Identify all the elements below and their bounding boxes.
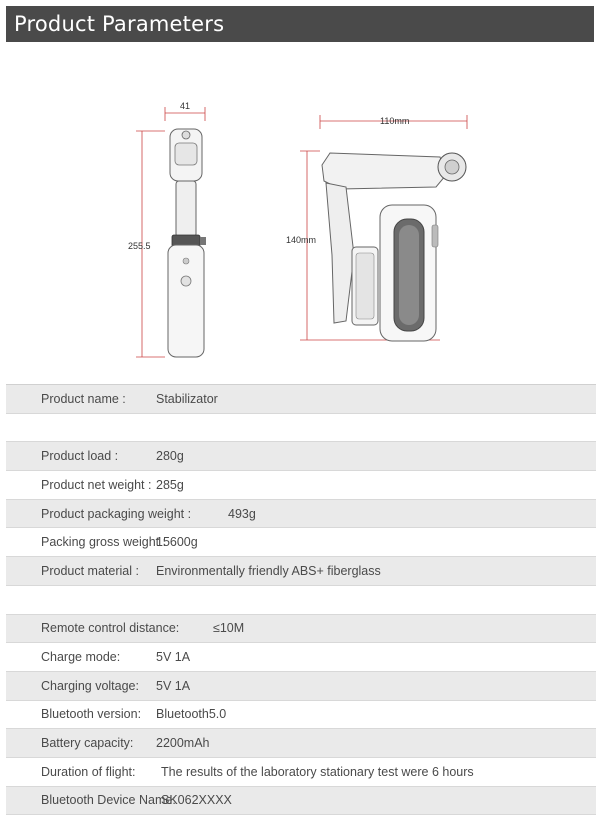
spec-label: Charge mode:: [41, 650, 121, 665]
spec-row-net-weight: [6, 471, 596, 500]
spec-value: Environmentally friendly ABS+ fiberglass: [156, 563, 381, 578]
spec-row-spacer: [6, 586, 596, 615]
spec-value: ≤10M: [213, 621, 245, 636]
front-view-drawing: [128, 101, 206, 357]
spec-label: Remote control distance:: [41, 621, 180, 636]
spec-row-packaging-weight: [6, 500, 596, 529]
spec-value: The results of the laboratory stationary test were 6 hours: [161, 764, 474, 779]
spec-row-remote-distance: [6, 615, 596, 644]
section-title: Product Parameters: [14, 12, 225, 36]
spec-label: Product load :: [41, 449, 119, 464]
side-view-drawing: [286, 115, 467, 341]
spec-table: [6, 384, 596, 815]
spec-label: Product name :: [41, 391, 126, 406]
front-height-label: 255.5: [128, 241, 151, 251]
spec-label: Duration of flight:: [41, 764, 136, 779]
spec-label: Bluetooth version:: [41, 707, 142, 722]
spec-row-charging-voltage: [6, 672, 596, 701]
spec-row-charge-mode: [6, 643, 596, 672]
spec-value: SK062XXXX: [161, 793, 232, 808]
spec-label: Charging voltage:: [41, 678, 139, 693]
spec-row-product-load: [6, 442, 596, 471]
side-height-label: 140mm: [286, 235, 317, 245]
spec-label: Product material :: [41, 563, 139, 578]
spec-label: Bluetooth Device Name:: [41, 793, 176, 808]
spec-value: 5V 1A: [156, 678, 191, 693]
side-width-label: 110mm: [380, 116, 410, 126]
spec-value: 5V 1A: [156, 650, 191, 665]
spec-label: Battery capacity:: [41, 736, 134, 751]
spec-label: Packing gross weight :: [41, 535, 167, 550]
spec-row-bluetooth-version: [6, 701, 596, 730]
spec-row-spacer: [6, 414, 596, 443]
spec-row-device-name: [6, 787, 596, 816]
spec-value: 2200mAh: [156, 736, 210, 751]
spec-row-gross-weight: [6, 528, 596, 557]
spec-row-material: [6, 557, 596, 586]
spec-value: 15600g: [156, 535, 198, 550]
spec-value: 493g: [228, 506, 256, 521]
spec-value: Bluetooth5.0: [156, 707, 227, 722]
front-width-label: 41: [180, 101, 191, 111]
spec-label: Product net weight :: [41, 477, 152, 492]
spec-row-product-name: [6, 385, 596, 414]
spec-value: Stabilizator: [156, 391, 218, 406]
spec-value: 280g: [156, 449, 184, 464]
spec-label: Product packaging weight :: [41, 506, 192, 521]
spec-value: 285g: [156, 477, 184, 492]
section-header: [6, 6, 594, 42]
product-dimension-diagram: [0, 95, 600, 365]
spec-row-duration: [6, 758, 596, 787]
spec-row-battery-capacity: [6, 729, 596, 758]
